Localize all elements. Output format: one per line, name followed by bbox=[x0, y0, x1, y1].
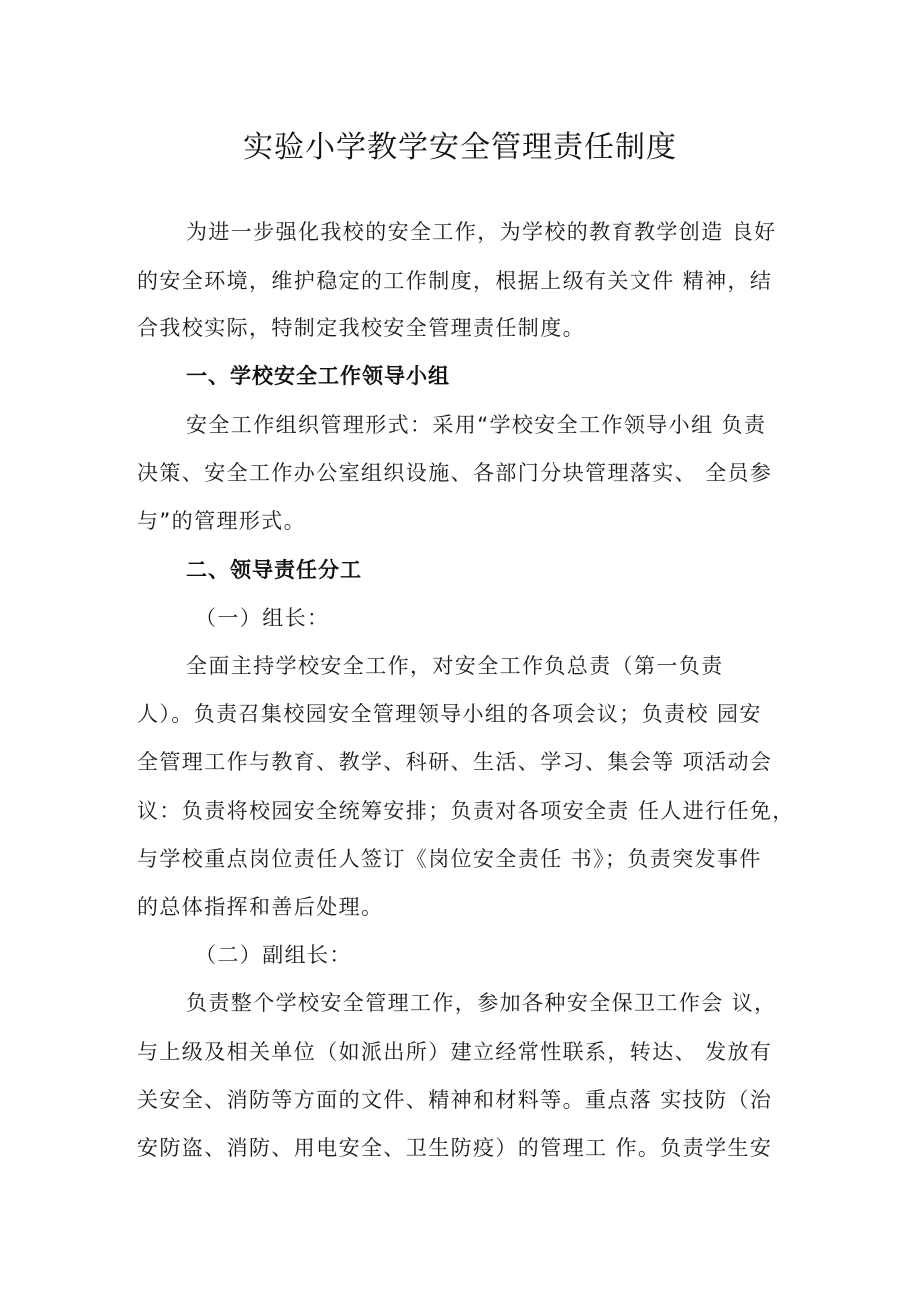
paragraph-line: 与”的管理形式。 bbox=[137, 509, 307, 533]
paragraph-line: 关安全、消防等方面的文件、精神和材料等。重点落 实技防（治 bbox=[137, 1088, 773, 1112]
paragraph-line: 合我校实际，特制定我校安全管理责任制度。 bbox=[137, 316, 585, 340]
paragraph-line: 安全工作组织管理形式：采用“学校安全工作领导小组 负责 bbox=[186, 413, 767, 437]
paragraph-line: 与学校重点岗位责任人签订《岗位安全责任 书》；负责突发事件 bbox=[137, 847, 762, 871]
paragraph-line: 为进一步强化我校的安全工作，为学校的教育教学创造 良好 bbox=[186, 220, 777, 244]
paragraph-line: 安防盗、消防、用电安全、卫生防疫）的管理工 作。负责学生安 bbox=[137, 1136, 773, 1160]
section-heading: 二、领导责任分工 bbox=[186, 558, 362, 582]
subsection-heading: （二）副组长： bbox=[195, 943, 352, 967]
paragraph-line: 的安全环境，维护稳定的工作制度，根据上级有关文件 精神，结 bbox=[137, 269, 773, 293]
paragraph-line: 决策、安全工作办公室组织设施、各部门分块管理落实、 全员参 bbox=[137, 461, 773, 485]
paragraph-line: 人）。负责召集校园安全管理领导小组的各项会议；负责校 园安 bbox=[137, 702, 762, 726]
document-title: 实验小学教学安全管理责任制度 bbox=[243, 130, 677, 165]
paragraph-line: 全管理工作与教育、教学、科研、生活、学习、集会等 项活动会 bbox=[137, 750, 773, 774]
section-heading: 一、学校安全工作领导小组 bbox=[186, 364, 450, 388]
paragraph-line: 议：负责将校园安全统筹安排；负责对各项安全责 任人进行任免， bbox=[137, 799, 795, 823]
paragraph-line: 负责整个学校安全管理工作，参加各种安全保卫工作会 议， bbox=[186, 991, 777, 1015]
paragraph-line: 的总体指挥和善后处理。 bbox=[137, 895, 384, 919]
paragraph-line: 全面主持学校安全工作，对安全工作负总责（第一负责 bbox=[186, 654, 724, 678]
subsection-heading: （一）组长： bbox=[195, 606, 330, 630]
paragraph-line: 与上级及相关单位（如派出所）建立经常性联系，转达、 发放有 bbox=[137, 1040, 773, 1064]
